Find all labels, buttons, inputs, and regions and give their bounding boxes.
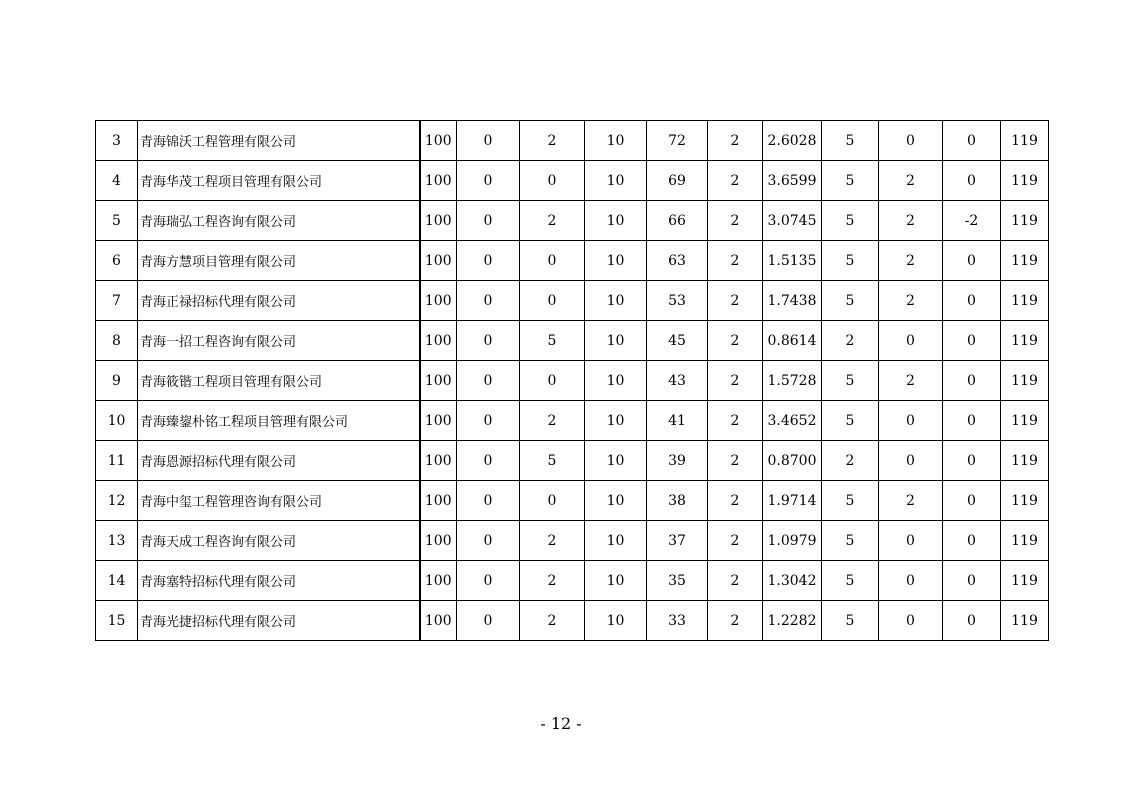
score-col-8-cell: 5 bbox=[822, 401, 879, 441]
table-row bbox=[96, 521, 1049, 561]
score-col-1-cell: 100 bbox=[420, 121, 457, 161]
score-col-7-cell: 3.0745 bbox=[763, 201, 822, 241]
score-col-11-cell: 119 bbox=[1001, 161, 1049, 201]
score-col-4-cell: 10 bbox=[585, 321, 647, 361]
score-col-5-cell: 41 bbox=[647, 401, 708, 441]
row-number-cell: 9 bbox=[96, 361, 138, 401]
score-col-3-cell: 5 bbox=[520, 321, 585, 361]
row-number-cell: 10 bbox=[96, 401, 138, 441]
score-col-4-cell: 10 bbox=[585, 481, 647, 521]
score-col-1-cell: 100 bbox=[420, 361, 457, 401]
score-col-6-cell: 2 bbox=[708, 601, 763, 641]
score-col-8-cell: 5 bbox=[822, 201, 879, 241]
score-col-4-cell: 10 bbox=[585, 441, 647, 481]
score-col-4-cell: 10 bbox=[585, 201, 647, 241]
company-name-cell: 青海恩源招标代理有限公司 bbox=[138, 441, 420, 481]
score-col-3-cell: 0 bbox=[520, 281, 585, 321]
score-col-2-cell: 0 bbox=[457, 241, 520, 281]
score-col-4-cell: 10 bbox=[585, 281, 647, 321]
score-col-6-cell: 2 bbox=[708, 401, 763, 441]
score-col-1-cell: 100 bbox=[420, 601, 457, 641]
score-col-9-cell: 2 bbox=[879, 161, 943, 201]
score-col-6-cell: 2 bbox=[708, 521, 763, 561]
score-col-2-cell: 0 bbox=[457, 481, 520, 521]
score-col-3-cell: 0 bbox=[520, 481, 585, 521]
table-row bbox=[96, 601, 1049, 641]
score-col-8-cell: 5 bbox=[822, 481, 879, 521]
score-col-2-cell: 0 bbox=[457, 281, 520, 321]
score-col-11-cell: 119 bbox=[1001, 121, 1049, 161]
row-number-cell: 8 bbox=[96, 321, 138, 361]
score-col-4-cell: 10 bbox=[585, 121, 647, 161]
company-name-cell: 青海臻鋆朴铭工程项目管理有限公司 bbox=[138, 401, 420, 441]
score-col-1-cell: 100 bbox=[420, 241, 457, 281]
score-col-2-cell: 0 bbox=[457, 321, 520, 361]
score-col-11-cell: 119 bbox=[1001, 361, 1049, 401]
score-col-2-cell: 0 bbox=[457, 561, 520, 601]
score-col-3-cell: 2 bbox=[520, 601, 585, 641]
score-col-11-cell: 119 bbox=[1001, 201, 1049, 241]
score-col-5-cell: 43 bbox=[647, 361, 708, 401]
score-col-6-cell: 2 bbox=[708, 441, 763, 481]
score-col-8-cell: 5 bbox=[822, 241, 879, 281]
score-col-3-cell: 2 bbox=[520, 201, 585, 241]
score-col-3-cell: 0 bbox=[520, 361, 585, 401]
score-col-7-cell: 0.8700 bbox=[763, 441, 822, 481]
score-col-3-cell: 2 bbox=[520, 521, 585, 561]
score-col-4-cell: 10 bbox=[585, 601, 647, 641]
score-col-9-cell: 0 bbox=[879, 121, 943, 161]
score-col-8-cell: 5 bbox=[822, 281, 879, 321]
score-col-6-cell: 2 bbox=[708, 281, 763, 321]
table-row bbox=[96, 321, 1049, 361]
row-number-cell: 5 bbox=[96, 201, 138, 241]
score-col-5-cell: 72 bbox=[647, 121, 708, 161]
score-col-4-cell: 10 bbox=[585, 241, 647, 281]
score-col-1-cell: 100 bbox=[420, 281, 457, 321]
score-col-10-cell: 0 bbox=[943, 241, 1001, 281]
table-row bbox=[96, 401, 1049, 441]
score-col-7-cell: 1.5135 bbox=[763, 241, 822, 281]
score-col-6-cell: 2 bbox=[708, 201, 763, 241]
score-col-11-cell: 119 bbox=[1001, 401, 1049, 441]
score-col-8-cell: 5 bbox=[822, 521, 879, 561]
score-col-9-cell: 2 bbox=[879, 361, 943, 401]
score-col-9-cell: 0 bbox=[879, 401, 943, 441]
score-col-6-cell: 2 bbox=[708, 321, 763, 361]
score-col-10-cell: 0 bbox=[943, 161, 1001, 201]
score-col-3-cell: 2 bbox=[520, 561, 585, 601]
score-col-10-cell: 0 bbox=[943, 121, 1001, 161]
score-col-6-cell: 2 bbox=[708, 121, 763, 161]
row-number-cell: 4 bbox=[96, 161, 138, 201]
score-col-4-cell: 10 bbox=[585, 161, 647, 201]
score-col-1-cell: 100 bbox=[420, 321, 457, 361]
score-col-2-cell: 0 bbox=[457, 441, 520, 481]
score-col-9-cell: 0 bbox=[879, 561, 943, 601]
score-col-6-cell: 2 bbox=[708, 561, 763, 601]
score-col-2-cell: 0 bbox=[457, 361, 520, 401]
score-col-4-cell: 10 bbox=[585, 561, 647, 601]
score-col-2-cell: 0 bbox=[457, 161, 520, 201]
score-col-5-cell: 69 bbox=[647, 161, 708, 201]
score-col-10-cell: 0 bbox=[943, 281, 1001, 321]
score-table bbox=[95, 120, 1049, 641]
table-row bbox=[96, 121, 1049, 161]
row-number-cell: 12 bbox=[96, 481, 138, 521]
row-number-cell: 14 bbox=[96, 561, 138, 601]
score-col-11-cell: 119 bbox=[1001, 441, 1049, 481]
company-name-cell: 青海瑞弘工程咨询有限公司 bbox=[138, 201, 420, 241]
row-number-cell: 3 bbox=[96, 121, 138, 161]
score-col-2-cell: 0 bbox=[457, 201, 520, 241]
score-col-7-cell: 1.2282 bbox=[763, 601, 822, 641]
score-col-6-cell: 2 bbox=[708, 481, 763, 521]
score-col-8-cell: 5 bbox=[822, 121, 879, 161]
score-col-9-cell: 0 bbox=[879, 521, 943, 561]
score-col-5-cell: 66 bbox=[647, 201, 708, 241]
score-col-7-cell: 1.3042 bbox=[763, 561, 822, 601]
score-col-11-cell: 119 bbox=[1001, 561, 1049, 601]
score-col-10-cell: 0 bbox=[943, 321, 1001, 361]
row-number-cell: 13 bbox=[96, 521, 138, 561]
score-col-7-cell: 1.7438 bbox=[763, 281, 822, 321]
score-col-7-cell: 3.6599 bbox=[763, 161, 822, 201]
score-col-7-cell: 3.4652 bbox=[763, 401, 822, 441]
score-col-10-cell: 0 bbox=[943, 481, 1001, 521]
score-col-7-cell: 0.8614 bbox=[763, 321, 822, 361]
score-col-8-cell: 5 bbox=[822, 361, 879, 401]
row-number-cell: 15 bbox=[96, 601, 138, 641]
score-col-9-cell: 2 bbox=[879, 481, 943, 521]
table-row bbox=[96, 361, 1049, 401]
score-col-9-cell: 0 bbox=[879, 321, 943, 361]
score-col-7-cell: 1.9714 bbox=[763, 481, 822, 521]
score-col-5-cell: 53 bbox=[647, 281, 708, 321]
score-col-8-cell: 2 bbox=[822, 441, 879, 481]
table-row bbox=[96, 561, 1049, 601]
score-col-11-cell: 119 bbox=[1001, 281, 1049, 321]
score-col-11-cell: 119 bbox=[1001, 481, 1049, 521]
score-col-5-cell: 39 bbox=[647, 441, 708, 481]
table-row bbox=[96, 241, 1049, 281]
score-col-8-cell: 2 bbox=[822, 321, 879, 361]
company-name-cell: 青海天成工程咨询有限公司 bbox=[138, 521, 420, 561]
table-body bbox=[96, 121, 1049, 641]
company-name-cell: 青海一招工程咨询有限公司 bbox=[138, 321, 420, 361]
score-col-8-cell: 5 bbox=[822, 161, 879, 201]
score-col-5-cell: 45 bbox=[647, 321, 708, 361]
score-col-10-cell: 0 bbox=[943, 441, 1001, 481]
score-col-2-cell: 0 bbox=[457, 521, 520, 561]
company-name-cell: 青海塞特招标代理有限公司 bbox=[138, 561, 420, 601]
score-col-7-cell: 2.6028 bbox=[763, 121, 822, 161]
score-col-5-cell: 33 bbox=[647, 601, 708, 641]
score-col-10-cell: 0 bbox=[943, 521, 1001, 561]
score-col-2-cell: 0 bbox=[457, 601, 520, 641]
table-row bbox=[96, 161, 1049, 201]
table-row bbox=[96, 441, 1049, 481]
table-row bbox=[96, 201, 1049, 241]
table-row bbox=[96, 481, 1049, 521]
score-col-11-cell: 119 bbox=[1001, 601, 1049, 641]
score-col-4-cell: 10 bbox=[585, 521, 647, 561]
score-col-8-cell: 5 bbox=[822, 561, 879, 601]
score-col-11-cell: 119 bbox=[1001, 241, 1049, 281]
company-name-cell: 青海中玺工程管理咨询有限公司 bbox=[138, 481, 420, 521]
score-col-1-cell: 100 bbox=[420, 441, 457, 481]
row-number-cell: 6 bbox=[96, 241, 138, 281]
score-col-9-cell: 0 bbox=[879, 601, 943, 641]
score-col-9-cell: 2 bbox=[879, 281, 943, 321]
score-col-5-cell: 35 bbox=[647, 561, 708, 601]
page-number: - 12 - bbox=[540, 714, 582, 733]
row-number-cell: 7 bbox=[96, 281, 138, 321]
score-col-10-cell: 0 bbox=[943, 601, 1001, 641]
score-col-4-cell: 10 bbox=[585, 401, 647, 441]
score-col-7-cell: 1.0979 bbox=[763, 521, 822, 561]
score-col-2-cell: 0 bbox=[457, 401, 520, 441]
score-col-10-cell: -2 bbox=[943, 201, 1001, 241]
score-col-5-cell: 38 bbox=[647, 481, 708, 521]
score-col-5-cell: 63 bbox=[647, 241, 708, 281]
score-col-1-cell: 100 bbox=[420, 521, 457, 561]
score-col-1-cell: 100 bbox=[420, 481, 457, 521]
score-col-9-cell: 2 bbox=[879, 201, 943, 241]
score-col-1-cell: 100 bbox=[420, 161, 457, 201]
score-col-11-cell: 119 bbox=[1001, 321, 1049, 361]
score-col-3-cell: 0 bbox=[520, 241, 585, 281]
score-col-1-cell: 100 bbox=[420, 201, 457, 241]
score-col-10-cell: 0 bbox=[943, 361, 1001, 401]
score-col-6-cell: 2 bbox=[708, 241, 763, 281]
company-name-cell: 青海锦沃工程管理有限公司 bbox=[138, 121, 420, 161]
company-name-cell: 青海方慧项目管理有限公司 bbox=[138, 241, 420, 281]
score-col-1-cell: 100 bbox=[420, 401, 457, 441]
score-col-2-cell: 0 bbox=[457, 121, 520, 161]
table-row bbox=[96, 281, 1049, 321]
score-col-3-cell: 2 bbox=[520, 401, 585, 441]
score-col-10-cell: 0 bbox=[943, 401, 1001, 441]
score-col-3-cell: 2 bbox=[520, 121, 585, 161]
score-col-8-cell: 5 bbox=[822, 601, 879, 641]
score-col-9-cell: 2 bbox=[879, 241, 943, 281]
score-col-11-cell: 119 bbox=[1001, 521, 1049, 561]
row-number-cell: 11 bbox=[96, 441, 138, 481]
score-col-6-cell: 2 bbox=[708, 161, 763, 201]
company-name-cell: 青海华茂工程项目管理有限公司 bbox=[138, 161, 420, 201]
score-col-10-cell: 0 bbox=[943, 561, 1001, 601]
company-name-cell: 青海筱锴工程项目管理有限公司 bbox=[138, 361, 420, 401]
score-col-1-cell: 100 bbox=[420, 561, 457, 601]
score-col-7-cell: 1.5728 bbox=[763, 361, 822, 401]
score-col-4-cell: 10 bbox=[585, 361, 647, 401]
score-col-5-cell: 37 bbox=[647, 521, 708, 561]
score-col-9-cell: 0 bbox=[879, 441, 943, 481]
score-col-3-cell: 5 bbox=[520, 441, 585, 481]
company-name-cell: 青海正禄招标代理有限公司 bbox=[138, 281, 420, 321]
score-col-3-cell: 0 bbox=[520, 161, 585, 201]
score-col-6-cell: 2 bbox=[708, 361, 763, 401]
company-name-cell: 青海光捷招标代理有限公司 bbox=[138, 601, 420, 641]
